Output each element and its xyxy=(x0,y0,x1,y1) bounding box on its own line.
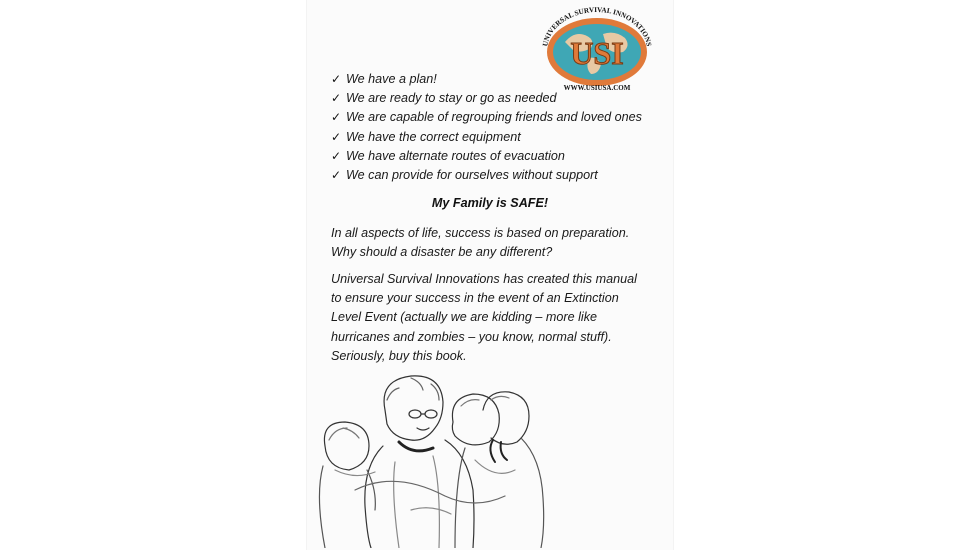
checklist-item: ✓ We have a plan! xyxy=(331,72,437,86)
checklist-item: ✓ We can provide for ourselves without support xyxy=(331,167,598,182)
check-icon: ✓ xyxy=(331,129,342,144)
logo-ring-text: UNIVERSAL SURVIVAL INNOVATIONS xyxy=(541,6,653,47)
checklist-item: ✓ We have the correct equipment xyxy=(331,129,521,144)
checklist-item: ✓ We have alternate routes of evacuation xyxy=(331,148,565,163)
logo-website: WWW.USIUSA.COM xyxy=(563,84,631,92)
slogan: My Family is SAFE! xyxy=(431,196,549,210)
check-icon: ✓ xyxy=(331,72,342,86)
check-icon: ✓ xyxy=(331,91,342,106)
checklist xyxy=(331,72,642,187)
family-hug-sketch xyxy=(315,370,551,548)
check-icon: ✓ xyxy=(331,148,342,163)
checklist-item: ✓ We are capable of regrouping friends and loved ones xyxy=(331,110,642,125)
paragraph-preparation: In all aspects of life, success is based on preparation. Why should a disaster be any different? xyxy=(331,226,630,260)
paragraph-manual: Universal Survival Innovations has created this manual to ensure your success in the event of an Extinction Level Event (actually we are kidding – more like hurricanes and zombies – you know, normal stuff). Seriously, buy this book. xyxy=(331,272,637,363)
check-icon: ✓ xyxy=(331,167,342,182)
logo-initials: USI xyxy=(570,35,624,71)
document-page xyxy=(307,0,673,550)
checklist-item: ✓ We are ready to stay or go as needed xyxy=(331,91,557,106)
check-icon: ✓ xyxy=(331,110,342,125)
